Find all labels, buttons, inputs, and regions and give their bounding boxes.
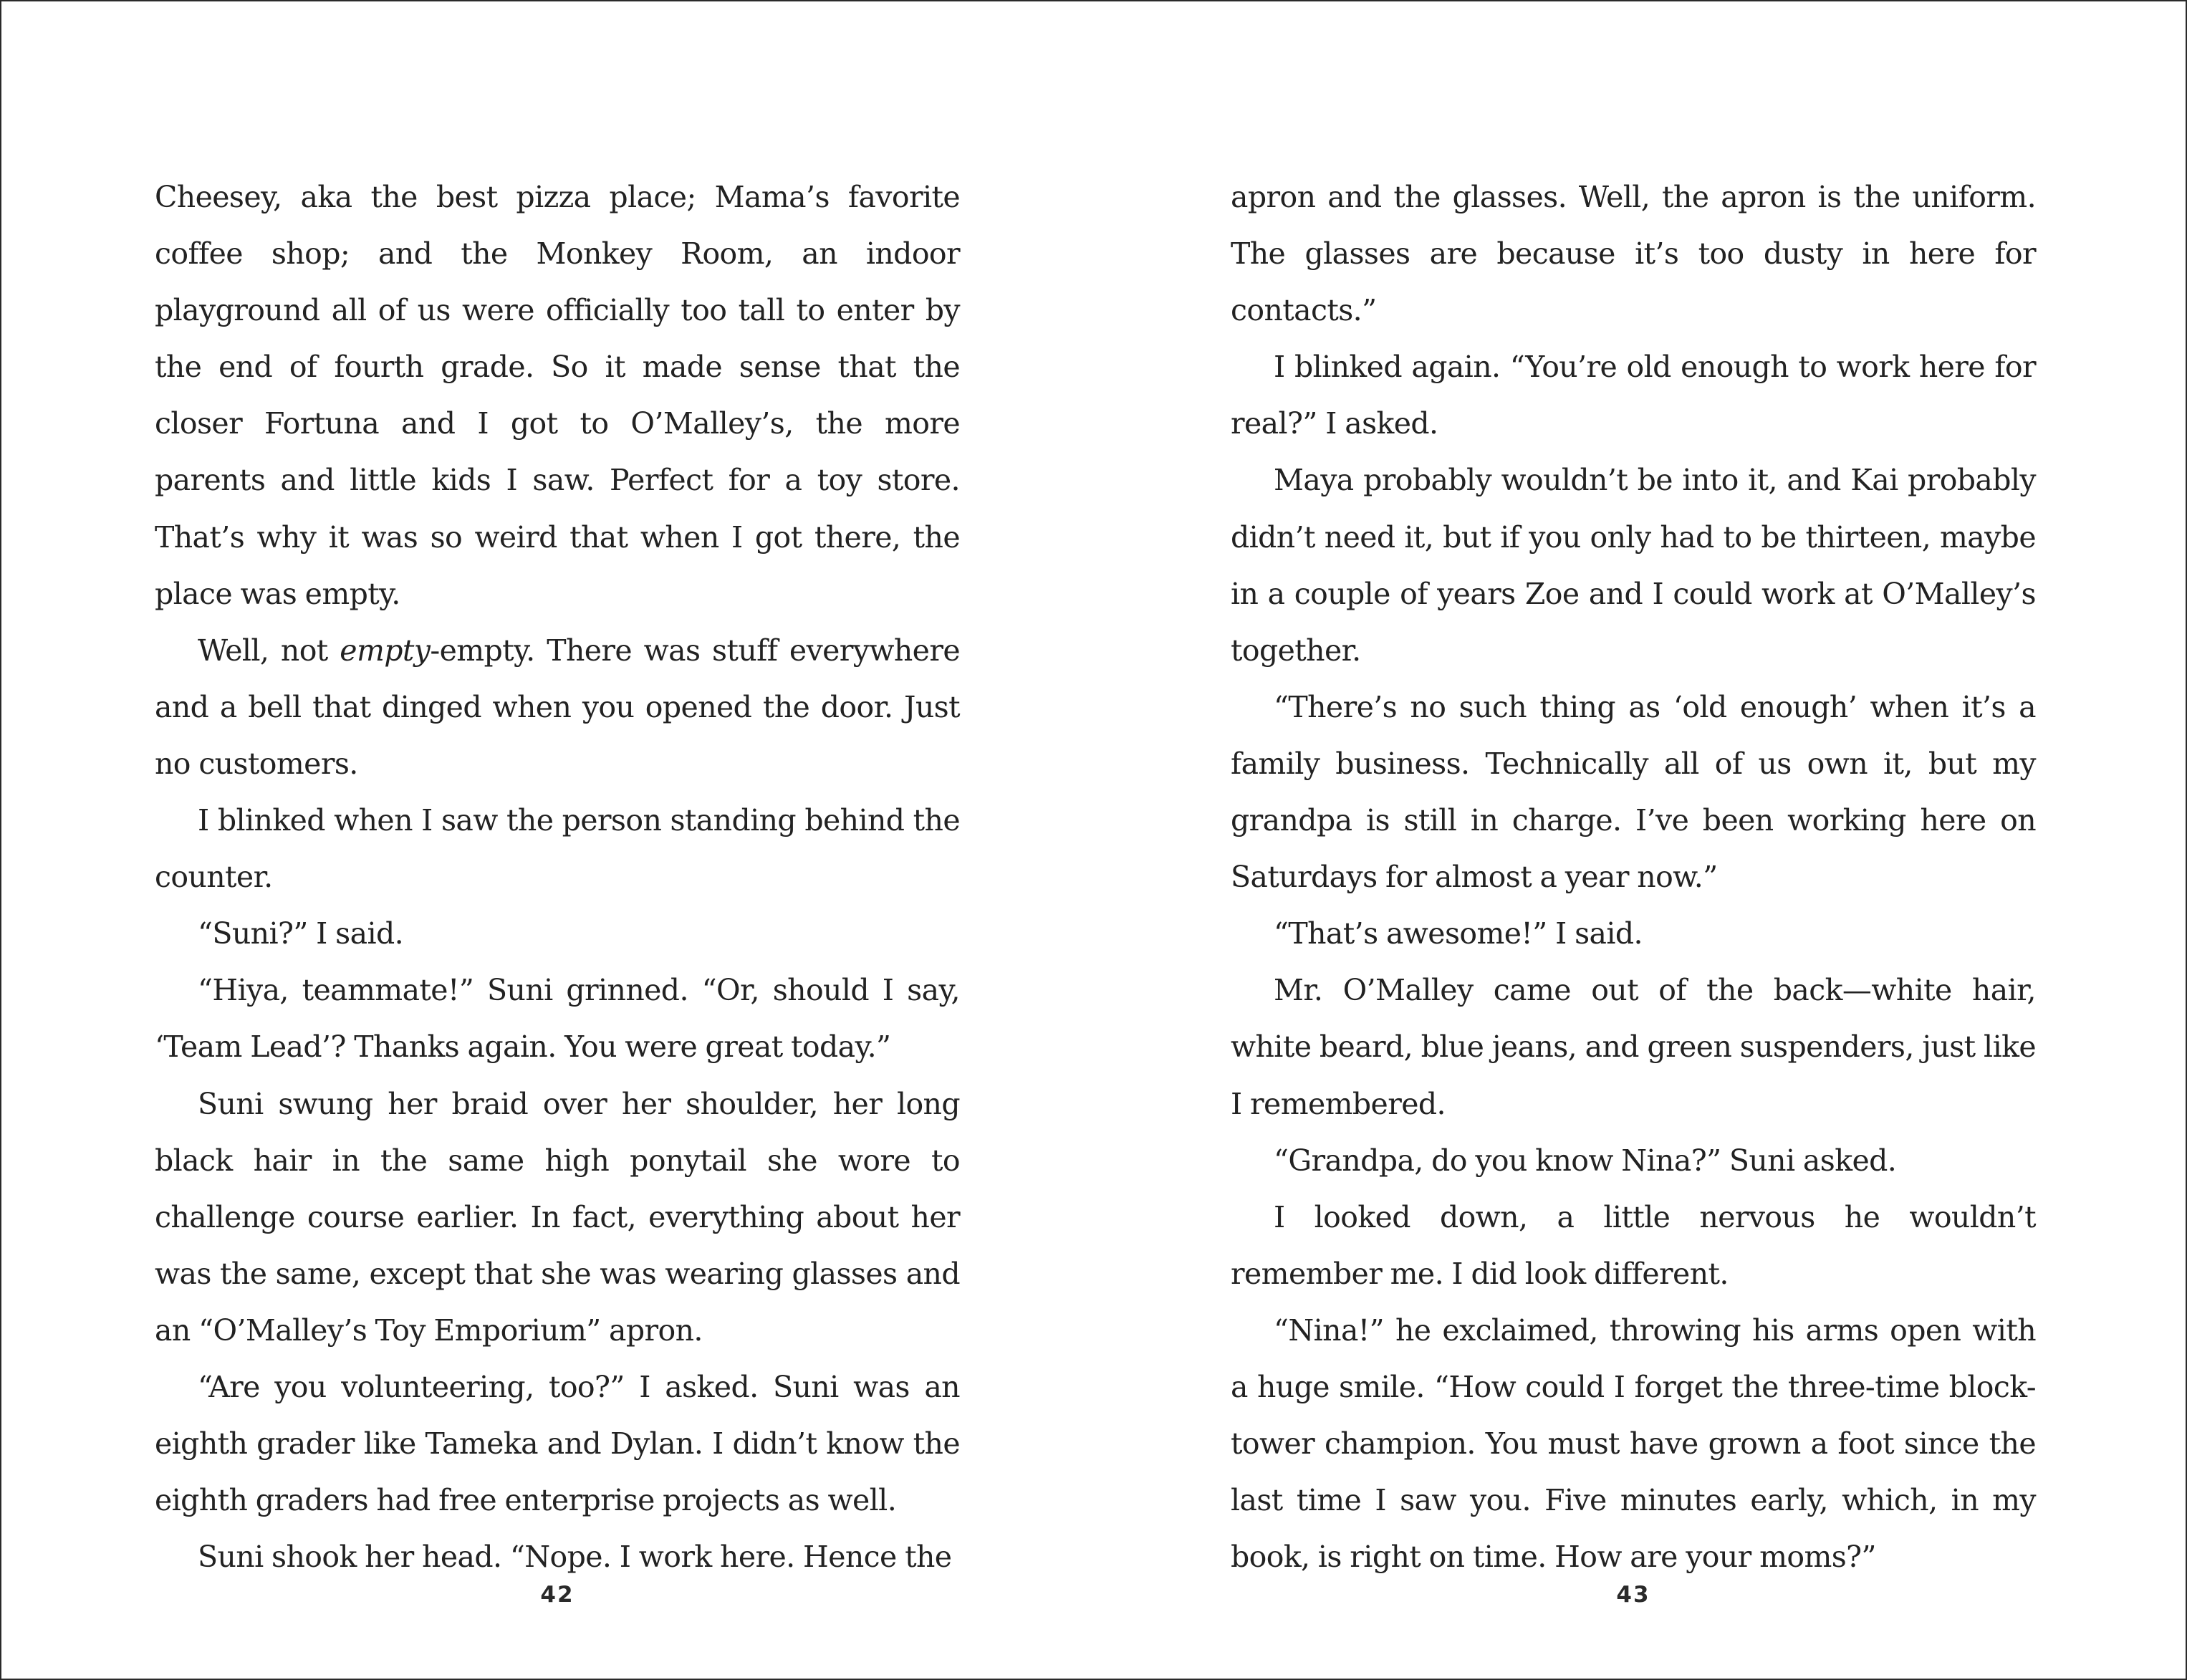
paragraph: apron and the glasses. Well, the apron is the uniform. The glasses are because it’s too dusty in here for contacts.”	[1231, 180, 2036, 328]
paragraph: “Hiya, teammate!” Suni grinned. “Or, should I say, ‘Team Lead’? Thanks again. You were great today.”	[155, 973, 960, 1065]
paragraph: “That’s awesome!” I said.	[1274, 916, 1643, 951]
page-number: 43	[1616, 1582, 1650, 1608]
paragraph: Maya probably wouldn’t be into it, and Kai probably didn’t need it, but if you only had to be thirteen, maybe in a couple of years Zoe and I could work at O’Malley’s together.	[1231, 463, 2036, 668]
paragraph-text: -empty. There was stuff everywhere and a bell that dinged when you opened the door. Just no customers.	[155, 633, 961, 781]
left-page	[1, 1, 1095, 1679]
right-page-text	[1231, 169, 2036, 1585]
paragraph: Suni shook her head. “Nope. I work here. Hence the	[198, 1540, 952, 1575]
paragraph: “Are you volunteering, too?” I asked. Suni was an eighth grader like Tameka and Dylan. I didn’t know the eighth graders had free enterprise projects as well.	[155, 1369, 960, 1518]
paragraph: Mr. O’Malley came out of the back—white hair, white beard, blue jeans, and green suspenders, just like I remembered.	[1231, 973, 2036, 1121]
paragraph: “Nina!” he exclaimed, throwing his arms open with a huge smile. “How could I forget the three-time block-tower champion. You must have grown a foot since the last time I saw you. Five minutes early, which, in my book, is right on time. How are your moms?”	[1231, 1312, 2036, 1575]
paragraph: I blinked when I saw the person standing behind the counter.	[155, 803, 960, 895]
paragraph: Suni swung her braid over her shoulder, her long black hair in the same high ponytail she wore to challenge course earlier. In fact, everything about her was the same, except that she was wearing glasses and an “O’Malley’s Toy Emporium” apron.	[155, 1086, 960, 1348]
paragraph: “Suni?” I said.	[198, 916, 404, 951]
paragraph: I blinked again. “You’re old enough to work here for real?” I asked.	[1231, 350, 2036, 441]
left-page-text	[155, 169, 960, 1585]
paragraph-text: Well, not	[198, 633, 340, 668]
paragraph: “Grandpa, do you know Nina?” Suni asked.	[1274, 1143, 1897, 1178]
paragraph: Cheesey, aka the best pizza place; Mama’s favorite coffee shop; and the Monkey Room, an indoor playground all of us were officially too tall to enter by the end of fourth grade. So it made sense that the closer Fortuna and I got to O’Malley’s, the more parents and little kids I saw. Perfect for a toy store. That’s why it was so weird that when I got there, the place was empty.	[155, 180, 960, 611]
paragraph	[155, 623, 960, 792]
paragraph: I looked down, a little nervous he wouldn’t remember me. I did look different.	[1231, 1199, 2036, 1291]
right-page	[1095, 1, 2187, 1679]
emphasized-word: empty	[340, 633, 431, 668]
page-number: 42	[540, 1582, 575, 1608]
paragraph: “There’s no such thing as ‘old enough’ when it’s a family business. Technically all of us own it, but my grandpa is still in charge. I’ve been working here on Saturdays for almost a year now.”	[1231, 689, 2036, 895]
